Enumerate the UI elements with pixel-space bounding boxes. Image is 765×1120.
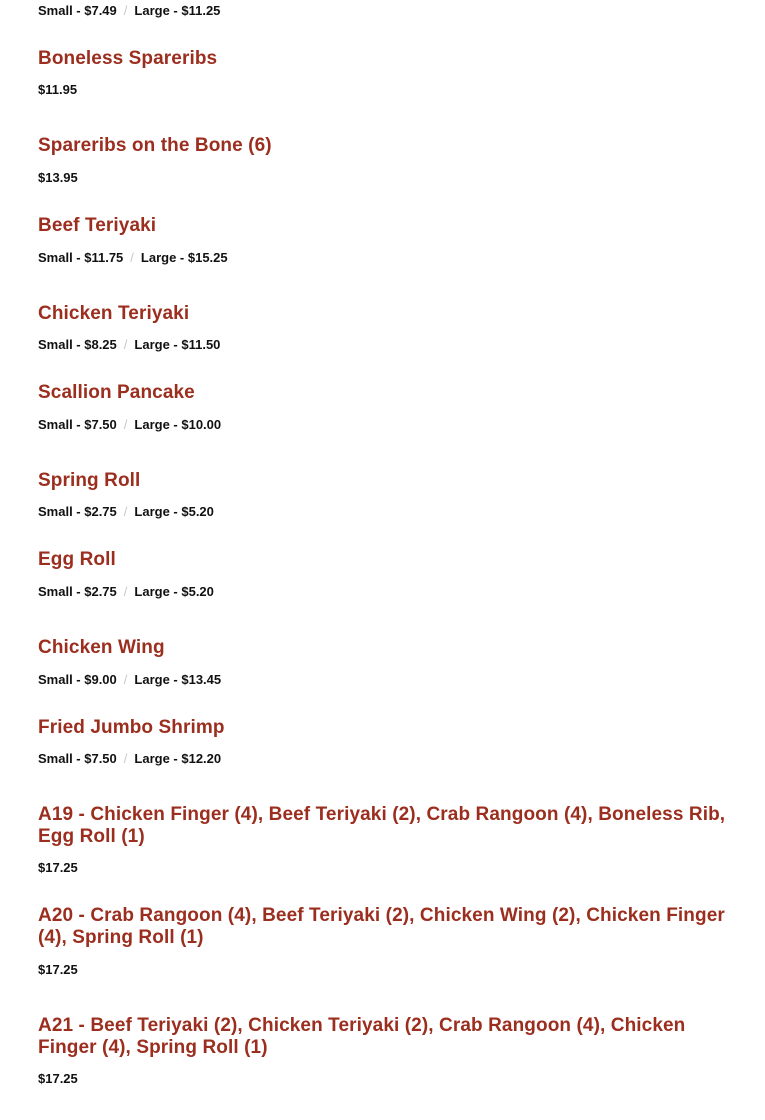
item-name[interactable]: Boneless Spareribs xyxy=(38,48,218,69)
menu-item[interactable] xyxy=(38,303,728,352)
menu-item[interactable] xyxy=(38,717,728,766)
price-separator: / xyxy=(123,337,128,352)
menu-item[interactable] xyxy=(38,905,728,977)
price-separator: / xyxy=(123,3,128,18)
menu-item[interactable] xyxy=(38,382,728,432)
item-price: Small - $7.50 / Large - $12.20 xyxy=(38,751,222,766)
menu-item[interactable] xyxy=(38,1015,728,1086)
item-price: Small - $8.25 / Large - $11.50 xyxy=(38,337,221,352)
price-separator: / xyxy=(123,504,128,519)
menu-item[interactable] xyxy=(38,215,728,265)
item-price: Small - $7.49 / Large - $11.25 xyxy=(38,3,221,18)
item-price: $11.95 xyxy=(38,82,78,97)
price-separator: / xyxy=(123,584,128,599)
item-price: Small - $2.75 / Large - $5.20 xyxy=(38,584,214,599)
item-name[interactable]: Scallion Pancake xyxy=(38,382,195,403)
item-price: $13.95 xyxy=(38,170,78,185)
item-price: $17.25 xyxy=(38,1071,78,1086)
item-name[interactable]: Spring Roll xyxy=(38,470,141,491)
menu-item[interactable] xyxy=(38,48,728,97)
item-price: Small - $2.75 / Large - $5.20 xyxy=(38,504,214,519)
item-price: Small - $9.00 / Large - $13.45 xyxy=(38,672,222,687)
item-name[interactable]: Chicken Wing xyxy=(38,637,165,658)
price-separator: / xyxy=(123,672,128,687)
item-name[interactable]: A20 - Crab Rangoon (4), Beef Teriyaki (2), Chicken Wing (2), Chicken Finger (4), Spring Roll (1) xyxy=(38,905,725,948)
menu-item[interactable] xyxy=(38,804,728,875)
menu-item[interactable] xyxy=(38,637,728,687)
item-name[interactable]: A19 - Chicken Finger (4), Beef Teriyaki (2), Crab Rangoon (4), Boneless Rib, Egg Roll (1) xyxy=(38,804,726,847)
item-price: Small - $7.50 / Large - $10.00 xyxy=(38,417,222,432)
item-price: $17.25 xyxy=(38,860,78,875)
price-separator: / xyxy=(123,751,128,766)
menu-item[interactable] xyxy=(38,470,728,519)
item-price: $17.25 xyxy=(38,962,78,977)
item-name[interactable]: Beef Teriyaki xyxy=(38,215,157,236)
item-price: Small - $11.75 / Large - $15.25 xyxy=(38,250,228,265)
item-name[interactable]: Spareribs on the Bone (6) xyxy=(38,135,272,156)
item-name[interactable]: Fried Jumbo Shrimp xyxy=(38,717,225,738)
item-name[interactable]: Egg Roll xyxy=(38,549,116,570)
item-name[interactable]: Chicken Teriyaki xyxy=(38,303,190,324)
price-separator: / xyxy=(123,417,128,432)
menu-item[interactable] xyxy=(38,135,728,185)
menu-item[interactable] xyxy=(38,549,728,599)
price-separator: / xyxy=(130,250,134,265)
item-name[interactable]: A21 - Beef Teriyaki (2), Chicken Teriyaki (2), Crab Rangoon (4), Chicken Finger (4), Spring Roll (1) xyxy=(38,1015,686,1058)
